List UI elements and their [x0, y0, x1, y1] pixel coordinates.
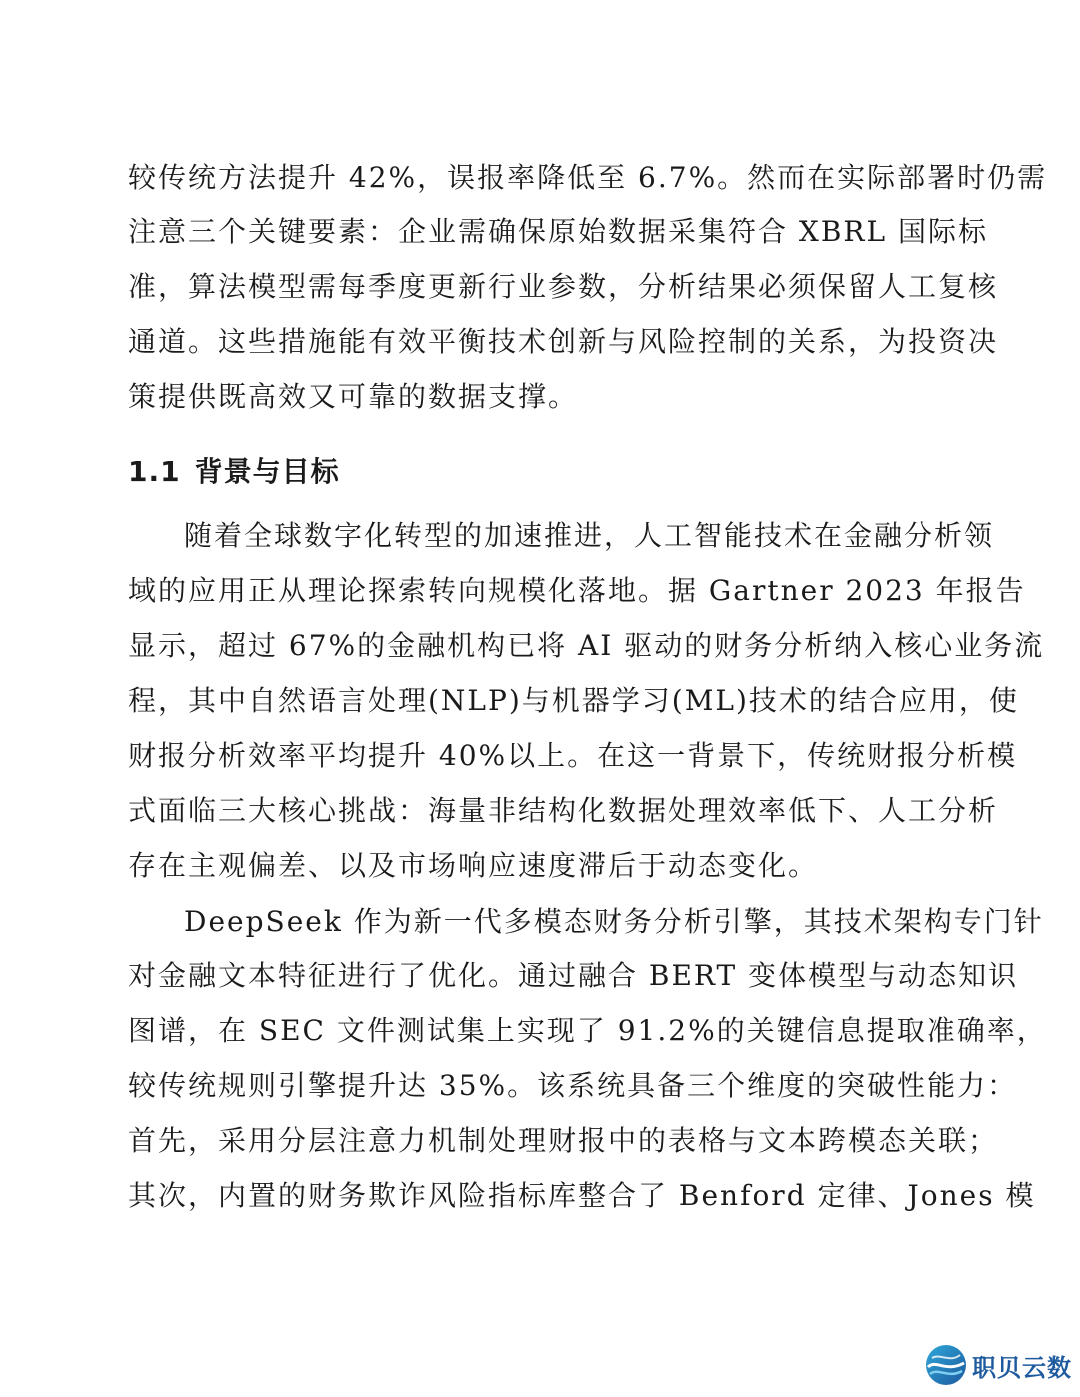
- text-line: 财报分析效率平均提升 40%以上。在这一背景下，传统财报分析模: [128, 739, 1018, 772]
- brand-watermark: [924, 1341, 1072, 1389]
- text-line: 程，其中自然语言处理(NLP)与机器学习(ML)技术的结合应用，使: [128, 684, 1019, 717]
- text-line: 图谱，在 SEC 文件测试集上实现了 91.2%的关键信息提取准确率，: [128, 1014, 1047, 1047]
- section-title: 背景与目标: [194, 455, 340, 488]
- text-line: DeepSeek 作为新一代多模态财务分析引擎，其技术架构专门针: [184, 905, 1044, 938]
- brand-name: 职贝云数: [972, 1353, 1072, 1382]
- text-line: 首先，采用分层注意力机制处理财报中的表格与文本跨模态关联；: [128, 1124, 999, 1157]
- text-line: 式面临三大核心挑战：海量非结构化数据处理效率低下、人工分析: [128, 794, 999, 827]
- text-line: 域的应用正从理论探索转向规模化落地。据 Gartner 2023 年报告: [128, 574, 1026, 607]
- text-line: 通道。这些措施能有效平衡技术创新与风险控制的关系，为投资决: [128, 325, 999, 358]
- text-line: 注意三个关键要素：企业需确保原始数据采集符合 XBRL 国际标: [128, 215, 988, 248]
- text-line: 对金融文本特征进行了优化。通过融合 BERT 变体模型与动态知识: [128, 959, 1019, 992]
- text-line: 随着全球数字化转型的加速推进，人工智能技术在金融分析领: [184, 519, 995, 552]
- section-heading: [128, 452, 340, 492]
- text-line: 存在主观偏差、以及市场响应速度滞后于动态变化。: [128, 849, 819, 882]
- text-line: 准，算法模型需每季度更新行业参数，分析结果必须保留人工复核: [128, 270, 999, 303]
- text-line: 较传统方法提升 42%，误报率降低至 6.7%。然而在实际部署时仍需: [128, 161, 1048, 194]
- text-line: 其次，内置的财务欺诈风险指标库整合了 Benford 定律、Jones 模: [128, 1179, 1036, 1212]
- text-line: 显示，超过 67%的金融机构已将 AI 驱动的财务分析纳入核心业务流: [128, 629, 1045, 662]
- text-line: 策提供既高效又可靠的数据支撑。: [128, 380, 579, 413]
- section-number: 1.1: [128, 455, 181, 488]
- text-line: 较传统规则引擎提升达 35%。该系统具备三个维度的突破性能力：: [128, 1069, 1018, 1102]
- globe-wave-logo-icon: [924, 1343, 968, 1387]
